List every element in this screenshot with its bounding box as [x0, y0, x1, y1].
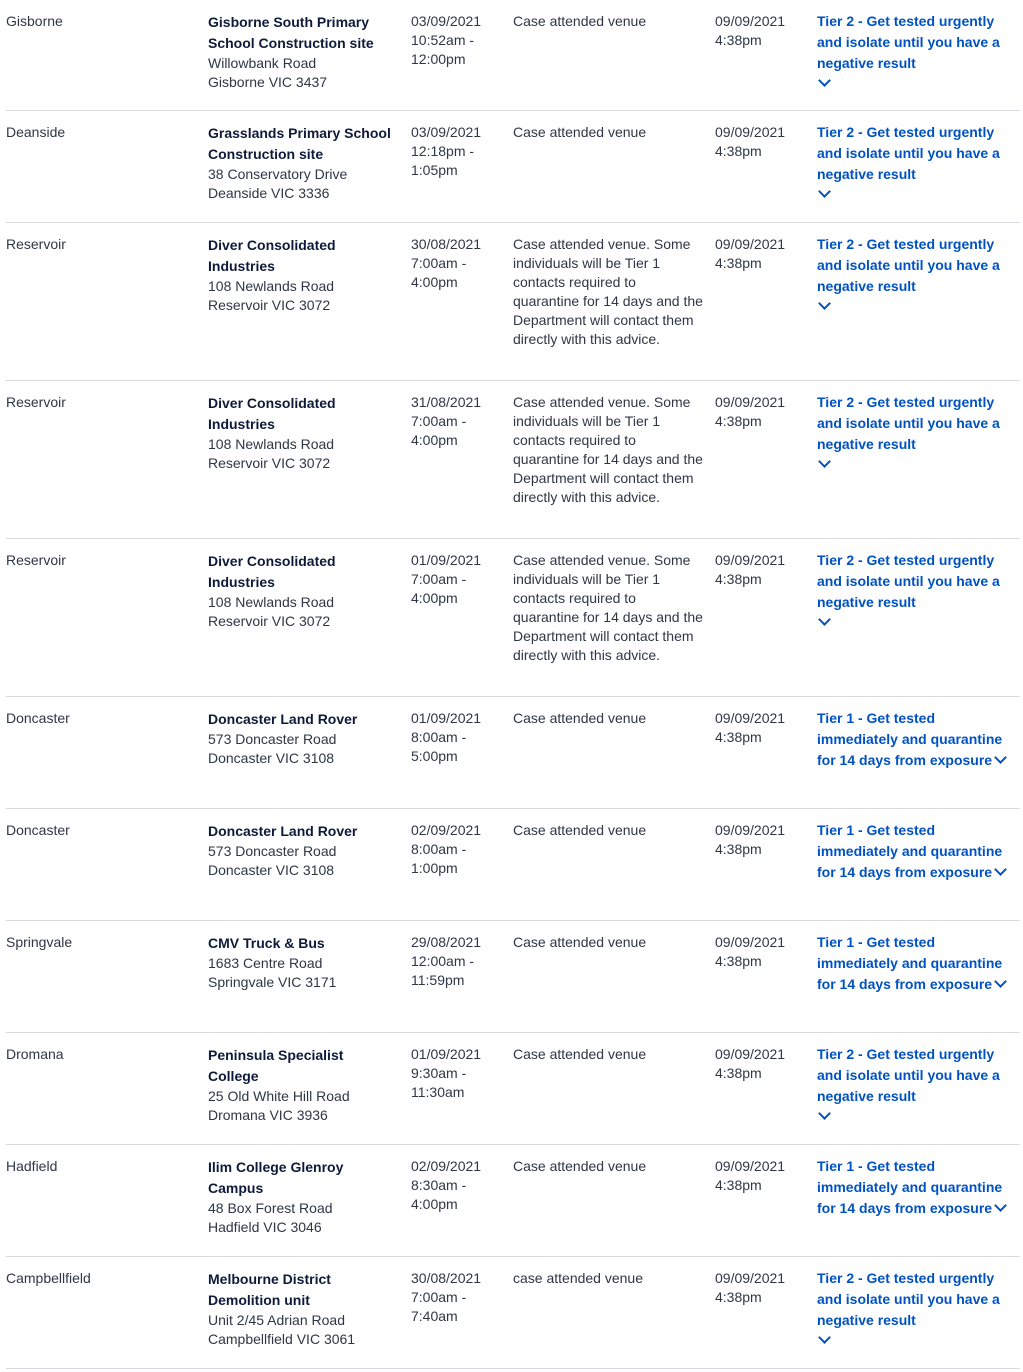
health-advice-text: Tier 2 - Get tested urgently and isolate until you have a negative result [817, 124, 1000, 182]
exposure-date: 31/08/2021 [411, 394, 482, 410]
site-address-line2: Reservoir VIC 3072 [208, 455, 331, 471]
added-date: 09/09/2021 [715, 1046, 786, 1062]
notes-cell: Case attended venue [513, 124, 647, 140]
exposure-time: 8:00am - 1:00pm [411, 841, 467, 876]
suburb-cell: Reservoir [6, 552, 66, 568]
site-address-line1: 25 Old White Hill Road [208, 1088, 350, 1104]
site-address-line2: Dromana VIC 3936 [208, 1107, 328, 1123]
added-time: 4:38pm [715, 1065, 762, 1081]
site-cell [208, 235, 393, 315]
added-date: 09/09/2021 [715, 934, 786, 950]
table-row [6, 0, 1020, 111]
site-address-line2: Reservoir VIC 3072 [208, 297, 331, 313]
site-cell [208, 1269, 393, 1349]
added-time: 4:38pm [715, 1289, 762, 1305]
added-time-cell [715, 709, 805, 747]
site-address-line2: Deanside VIC 3336 [208, 185, 330, 201]
table-row [6, 111, 1020, 223]
chevron-down-icon [994, 1199, 1007, 1212]
added-date: 09/09/2021 [715, 124, 786, 140]
exposure-date: 01/09/2021 [411, 1046, 482, 1062]
health-advice-text: Tier 2 - Get tested urgently and isolate until you have a negative result [817, 13, 1000, 71]
added-time-cell [715, 12, 805, 50]
table-row [6, 921, 1020, 1033]
exposure-sites-table [6, 0, 1020, 1369]
chevron-down-icon [818, 1107, 831, 1120]
exposure-date: 30/08/2021 [411, 1270, 482, 1286]
added-time: 4:38pm [715, 729, 762, 745]
exposure-time: 8:30am - 4:00pm [411, 1177, 467, 1212]
chevron-down-icon [818, 74, 831, 87]
health-advice-text: Tier 1 - Get tested immediately and quarantine for 14 days from exposure [817, 822, 1003, 880]
added-time-cell [715, 1269, 805, 1307]
added-time-cell [715, 1157, 805, 1195]
suburb-cell: Deanside [6, 124, 66, 140]
exposure-date: 03/09/2021 [411, 13, 482, 29]
site-address-line1: 573 Doncaster Road [208, 843, 337, 859]
site-name: Diver Consolidated Industries [208, 395, 336, 432]
health-advice-toggle[interactable] [817, 1044, 1017, 1118]
exposure-time: 7:00am - 4:00pm [411, 413, 467, 448]
site-cell [208, 1045, 393, 1125]
site-cell [208, 1157, 393, 1237]
suburb-cell: Springvale [6, 934, 73, 950]
site-cell [208, 393, 393, 473]
added-date: 09/09/2021 [715, 13, 786, 29]
added-date: 09/09/2021 [715, 1270, 786, 1286]
site-address-line2: Springvale VIC 3171 [208, 974, 337, 990]
exposure-time: 12:18pm - 1:05pm [411, 143, 475, 178]
exposure-time: 7:00am - 7:40am [411, 1289, 467, 1324]
exposure-period-cell [411, 235, 501, 292]
added-time: 4:38pm [715, 413, 762, 429]
chevron-down-icon [994, 863, 1007, 876]
exposure-date: 02/09/2021 [411, 1158, 482, 1174]
table-row [6, 539, 1020, 697]
site-address-line1: Willowbank Road [208, 55, 317, 71]
added-time: 4:38pm [715, 143, 762, 159]
chevron-down-icon [818, 1331, 831, 1344]
suburb-cell: Reservoir [6, 394, 66, 410]
site-address-line2: Gisborne VIC 3437 [208, 74, 328, 90]
added-date: 09/09/2021 [715, 710, 786, 726]
site-address-line2: Hadfield VIC 3046 [208, 1219, 322, 1235]
added-time-cell [715, 551, 805, 589]
site-name: Melbourne District Demolition unit [208, 1271, 331, 1308]
health-advice-toggle[interactable] [817, 820, 1017, 883]
site-cell [208, 933, 393, 992]
health-advice-text: Tier 1 - Get tested immediately and quarantine for 14 days from exposure [817, 934, 1003, 992]
exposure-period-cell [411, 1045, 501, 1102]
exposure-period-cell [411, 821, 501, 878]
site-cell [208, 709, 393, 768]
exposure-date: 01/09/2021 [411, 552, 482, 568]
suburb-cell: Campbellfield [6, 1270, 91, 1286]
added-date: 09/09/2021 [715, 394, 786, 410]
site-cell [208, 123, 393, 203]
suburb-cell: Dromana [6, 1046, 64, 1062]
site-name: Grasslands Primary School Construction site [208, 125, 391, 162]
site-cell [208, 821, 393, 880]
site-address-line2: Doncaster VIC 3108 [208, 750, 335, 766]
health-advice-toggle[interactable] [817, 1268, 1017, 1342]
chevron-down-icon [994, 751, 1007, 764]
added-date: 09/09/2021 [715, 552, 786, 568]
added-time-cell [715, 123, 805, 161]
exposure-period-cell [411, 12, 501, 69]
site-name: CMV Truck & Bus [208, 935, 325, 951]
site-name: Diver Consolidated Industries [208, 237, 336, 274]
site-name: Diver Consolidated Industries [208, 553, 336, 590]
health-advice-toggle[interactable] [817, 1156, 1017, 1219]
added-date: 09/09/2021 [715, 822, 786, 838]
added-time: 4:38pm [715, 255, 762, 271]
added-time-cell [715, 821, 805, 859]
site-address-line1: 1683 Centre Road [208, 955, 323, 971]
site-address-line2: Reservoir VIC 3072 [208, 613, 331, 629]
health-advice-text: Tier 2 - Get tested urgently and isolate until you have a negative result [817, 394, 1000, 452]
table-row [6, 381, 1020, 539]
added-time-cell [715, 393, 805, 431]
site-address-line1: 108 Newlands Road [208, 436, 335, 452]
site-name: Doncaster Land Rover [208, 823, 358, 839]
health-advice-toggle[interactable] [817, 234, 1017, 308]
chevron-down-icon [818, 297, 831, 310]
table-row [6, 1145, 1020, 1257]
site-address-line1: 108 Newlands Road [208, 278, 335, 294]
table-row [6, 223, 1020, 381]
exposure-period-cell [411, 393, 501, 450]
notes-cell: Case attended venue [513, 710, 647, 726]
exposure-period-cell [411, 1157, 501, 1214]
notes-cell: Case attended venue [513, 1046, 647, 1062]
suburb-cell: Hadfield [6, 1158, 58, 1174]
notes-cell: Case attended venue. Some individuals will be Tier 1 contacts required to quarantine for 14 days and the Department will contact them directly with this advice. [513, 552, 703, 663]
table-row [6, 1257, 1020, 1369]
health-advice-text: Tier 1 - Get tested immediately and quarantine for 14 days from exposure [817, 710, 1003, 768]
exposure-period-cell [411, 551, 501, 608]
notes-cell: Case attended venue [513, 1158, 647, 1174]
added-time: 4:38pm [715, 1177, 762, 1193]
site-name: Gisborne South Primary School Construction site [208, 14, 374, 51]
notes-cell: Case attended venue. Some individuals will be Tier 1 contacts required to quarantine for 14 days and the Department will contact them directly with this advice. [513, 394, 703, 505]
suburb-cell: Doncaster [6, 710, 70, 726]
exposure-time: 8:00am - 5:00pm [411, 729, 467, 764]
site-cell [208, 12, 393, 92]
exposure-period-cell [411, 933, 501, 990]
table-row [6, 809, 1020, 921]
health-advice-toggle[interactable] [817, 122, 1017, 196]
added-time: 4:38pm [715, 953, 762, 969]
health-advice-toggle[interactable] [817, 11, 1017, 85]
chevron-down-icon [818, 613, 831, 626]
site-address-line1: 108 Newlands Road [208, 594, 335, 610]
health-advice-toggle[interactable] [817, 932, 1017, 995]
site-name: Doncaster Land Rover [208, 711, 358, 727]
added-date: 09/09/2021 [715, 236, 786, 252]
health-advice-toggle[interactable] [817, 708, 1017, 771]
added-time-cell [715, 235, 805, 273]
exposure-period-cell [411, 1269, 501, 1326]
site-address-line1: 48 Box Forest Road [208, 1200, 333, 1216]
exposure-time: 10:52am - 12:00pm [411, 32, 475, 67]
exposure-period-cell [411, 709, 501, 766]
site-address-line1: Unit 2/45 Adrian Road [208, 1312, 345, 1328]
suburb-cell: Gisborne [6, 13, 63, 29]
added-time: 4:38pm [715, 841, 762, 857]
site-name: Peninsula Specialist College [208, 1047, 344, 1084]
chevron-down-icon [818, 185, 831, 198]
added-time: 4:38pm [715, 571, 762, 587]
site-address-line2: Doncaster VIC 3108 [208, 862, 335, 878]
health-advice-text: Tier 2 - Get tested urgently and isolate until you have a negative result [817, 1270, 1000, 1328]
site-cell [208, 551, 393, 631]
added-time-cell [715, 933, 805, 971]
exposure-date: 01/09/2021 [411, 710, 482, 726]
health-advice-toggle[interactable] [817, 392, 1017, 466]
exposure-time: 12:00am - 11:59pm [411, 953, 475, 988]
exposure-date: 29/08/2021 [411, 934, 482, 950]
chevron-down-icon [994, 975, 1007, 988]
exposure-period-cell [411, 123, 501, 180]
table-row [6, 697, 1020, 809]
notes-cell: case attended venue [513, 1270, 643, 1286]
exposure-time: 7:00am - 4:00pm [411, 255, 467, 290]
added-time-cell [715, 1045, 805, 1083]
suburb-cell: Doncaster [6, 822, 70, 838]
exposure-time: 9:30am - 11:30am [411, 1065, 467, 1100]
health-advice-text: Tier 2 - Get tested urgently and isolate until you have a negative result [817, 1046, 1000, 1104]
site-address-line1: 573 Doncaster Road [208, 731, 337, 747]
site-address-line1: 38 Conservatory Drive [208, 166, 348, 182]
site-address-line2: Campbellfield VIC 3061 [208, 1331, 356, 1347]
added-time: 4:38pm [715, 32, 762, 48]
health-advice-toggle[interactable] [817, 550, 1017, 624]
table-row [6, 1033, 1020, 1145]
added-date: 09/09/2021 [715, 1158, 786, 1174]
notes-cell: Case attended venue [513, 13, 647, 29]
health-advice-text: Tier 1 - Get tested immediately and quarantine for 14 days from exposure [817, 1158, 1003, 1216]
exposure-date: 03/09/2021 [411, 124, 482, 140]
health-advice-text: Tier 2 - Get tested urgently and isolate until you have a negative result [817, 552, 1000, 610]
exposure-time: 7:00am - 4:00pm [411, 571, 467, 606]
notes-cell: Case attended venue [513, 822, 647, 838]
site-name: Ilim College Glenroy Campus [208, 1159, 344, 1196]
chevron-down-icon [818, 455, 831, 468]
suburb-cell: Reservoir [6, 236, 66, 252]
notes-cell: Case attended venue. Some individuals will be Tier 1 contacts required to quarantine for 14 days and the Department will contact them directly with this advice. [513, 236, 703, 347]
exposure-date: 02/09/2021 [411, 822, 482, 838]
notes-cell: Case attended venue [513, 934, 647, 950]
exposure-date: 30/08/2021 [411, 236, 482, 252]
health-advice-text: Tier 2 - Get tested urgently and isolate until you have a negative result [817, 236, 1000, 294]
